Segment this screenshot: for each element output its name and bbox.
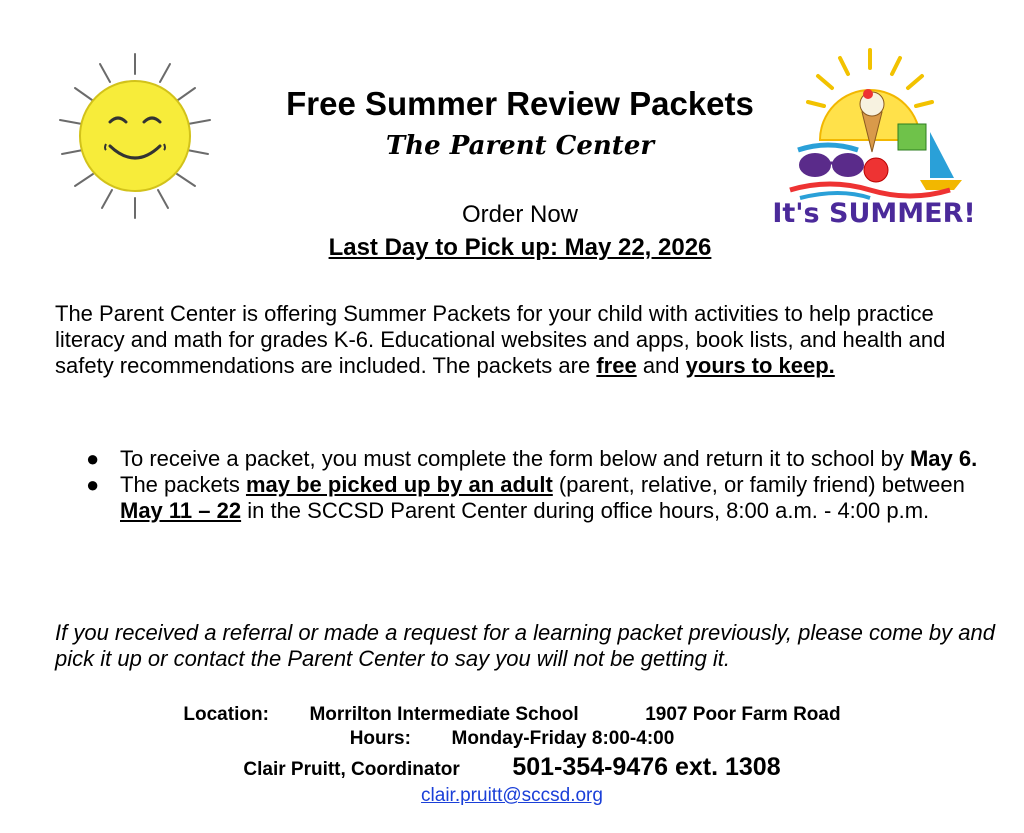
email-link[interactable]: clair.pruitt@sccsd.org	[421, 785, 603, 806]
hours-label: Hours:	[349, 728, 411, 749]
list-item	[80, 472, 980, 524]
return-date: May 6.	[909, 446, 978, 471]
intro-text: The Parent Center is offering Summer Packets for your child with activities to help practice literacy and math for grades K-6. Educational websites and apps, book lists, and health and safety recommendations are included. The packets are	[55, 301, 946, 378]
referral-note: If you received a referral or made a request for a learning packet previously, please come by and pick it up or contact the Parent Center to say you will not be getting it.	[55, 620, 995, 671]
coordinator-name: Clair Pruitt, Coordinator	[243, 759, 460, 780]
bullet-2-post: in the SCCSD Parent Center during office hours, 8:00 a.m. - 4:00 p.m.	[241, 498, 930, 523]
keep-emphasis: yours to keep.	[685, 353, 835, 378]
page-subtitle: The Parent Center	[385, 131, 655, 161]
order-now-text: Order Now	[461, 201, 579, 228]
list-item	[80, 446, 980, 472]
email-row	[0, 784, 1024, 809]
location-label: Location:	[183, 704, 269, 725]
bullet-icon: ●	[86, 446, 100, 471]
last-day-notice: Last Day to Pick up: May 22, 2026	[328, 234, 712, 261]
coordinator-row	[0, 752, 1024, 785]
location-row	[0, 703, 1024, 727]
pickup-dates: May 11 – 22	[120, 498, 242, 523]
page-title: Free Summer Review Packets	[286, 85, 754, 122]
its-summer-text: It's SUMMER!	[772, 198, 976, 229]
free-emphasis: free	[596, 353, 637, 378]
intro-paragraph	[55, 301, 985, 379]
location-school: Morrilton Intermediate School	[309, 704, 579, 725]
bullet-2-mid: (parent, relative, or family friend) between	[552, 472, 965, 497]
bullet-2-pre: The packets	[120, 472, 246, 497]
intro-and: and	[636, 353, 686, 378]
adult-pickup-emphasis: may be picked up by an adult	[245, 472, 553, 497]
hours-value: Monday-Friday 8:00-4:00	[451, 728, 675, 749]
phone-number: 501-354-9476 ext. 1308	[512, 753, 781, 781]
instructions-list	[80, 446, 980, 524]
hours-row	[0, 727, 1024, 751]
location-address: 1907 Poor Farm Road	[645, 704, 841, 725]
bullet-icon: ●	[86, 472, 100, 497]
bullet-1-text: To receive a packet, you must complete the form below and return it to school by	[120, 446, 910, 471]
